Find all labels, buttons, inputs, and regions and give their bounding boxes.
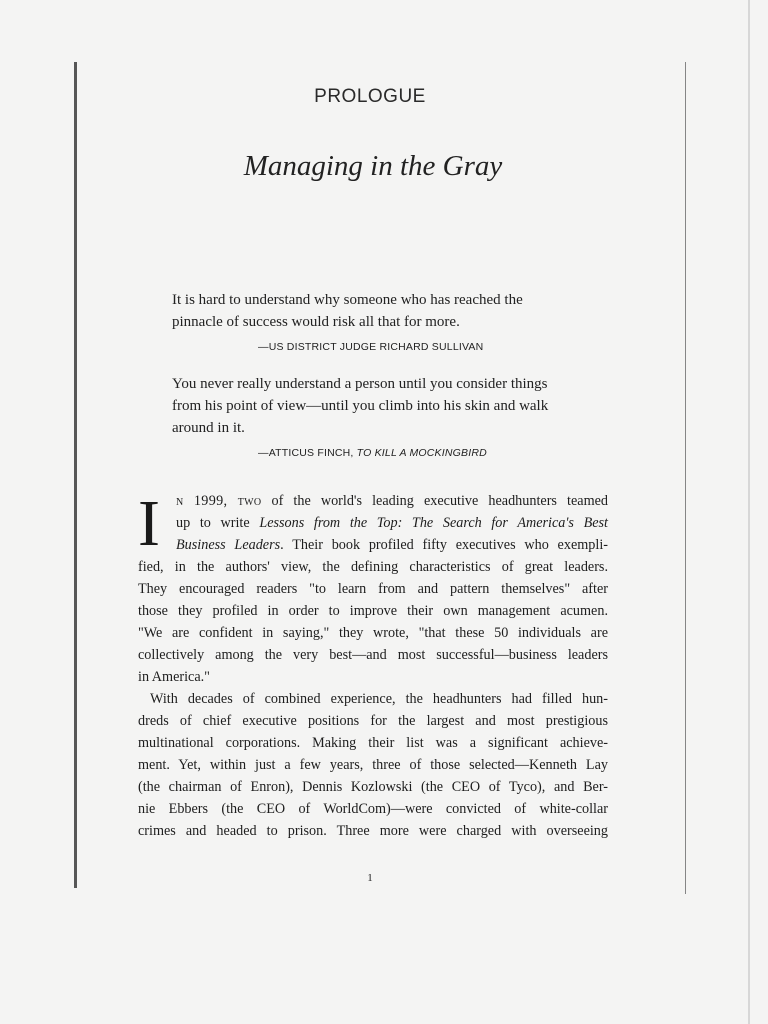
attribution-work-title: TO KILL A MOCKINGBIRD <box>356 447 487 459</box>
attribution-speaker: —ATTICUS FINCH, <box>258 447 357 459</box>
scan-border-right <box>685 62 686 894</box>
text-row: ment. Yet, within just a few years, three of those selected—Kenneth Lay <box>138 757 608 773</box>
text-row: nie Ebbers (the CEO of WorldCom)—were convicted of white-collar <box>138 801 608 817</box>
text-row: in America." <box>138 669 210 685</box>
book-title-continued: Business Leaders <box>176 537 281 553</box>
epigraph-1-attribution: —US DISTRICT JUDGE RICHARD SULLIVAN <box>258 341 484 353</box>
epigraph-1-line: It is hard to understand why someone who has reached the <box>172 292 523 308</box>
epigraph-1-line: pinnacle of success would risk all that for more. <box>172 314 460 330</box>
text-row: those they profiled in order to improve their own management acumen. <box>138 603 608 619</box>
text-row: collectively among the very best—and most successful—business leaders <box>138 647 608 663</box>
opening-paragraph-head <box>138 487 609 560</box>
epigraph-1 <box>172 289 562 333</box>
text-row: With decades of combined experience, the headhunters had filled hun- <box>150 691 608 707</box>
text-row: "We are confident in saying," they wrote, "that these 50 individuals are <box>138 625 608 641</box>
body-text <box>138 487 609 842</box>
text-row <box>176 490 608 512</box>
text-fragment: . Their book profiled fifty executives who exempli- <box>280 537 608 553</box>
epigraph-2-line: You never really understand a person until you consider things <box>172 376 548 392</box>
scan-border-left <box>74 62 77 888</box>
epigraph-2 <box>172 373 562 439</box>
drop-cap: I <box>138 487 160 560</box>
text-row: dreds of chief executive positions for the largest and most prestigious <box>138 713 608 729</box>
epigraph-2-line: from his point of view—until you climb into his skin and walk <box>172 398 549 414</box>
opening-smallcaps: n 1999, two <box>176 493 262 509</box>
text-fragment: up to write <box>176 515 260 531</box>
epigraph-2-attribution <box>258 447 487 459</box>
text-row: crimes and headed to prison. Three more were charged with overseeing <box>138 823 608 839</box>
text-row: (the chairman of Enron), Dennis Kozlowski (the CEO of Tyco), and Ber- <box>138 779 608 795</box>
text-row: fied, in the authors' view, the defining characteristics of great leaders. <box>138 559 608 575</box>
book-title: Lessons from the Top: The Search for America's Best <box>259 515 609 531</box>
text-row <box>176 534 608 556</box>
text-row: multinational corporations. Making their list was a significant achieve- <box>138 735 608 751</box>
text-row <box>176 512 608 534</box>
chapter-heading: PROLOGUE <box>314 86 426 107</box>
epigraph-2-line: around in it. <box>172 420 245 436</box>
scan-page-edge <box>748 0 750 1024</box>
chapter-title: Managing in the Gray <box>243 150 503 182</box>
text-row: They encouraged readers "to learn from and pattern themselves" after <box>138 581 608 597</box>
page-number: 1 <box>367 872 373 884</box>
text-fragment: of the world's leading executive headhunters teamed <box>261 493 608 509</box>
